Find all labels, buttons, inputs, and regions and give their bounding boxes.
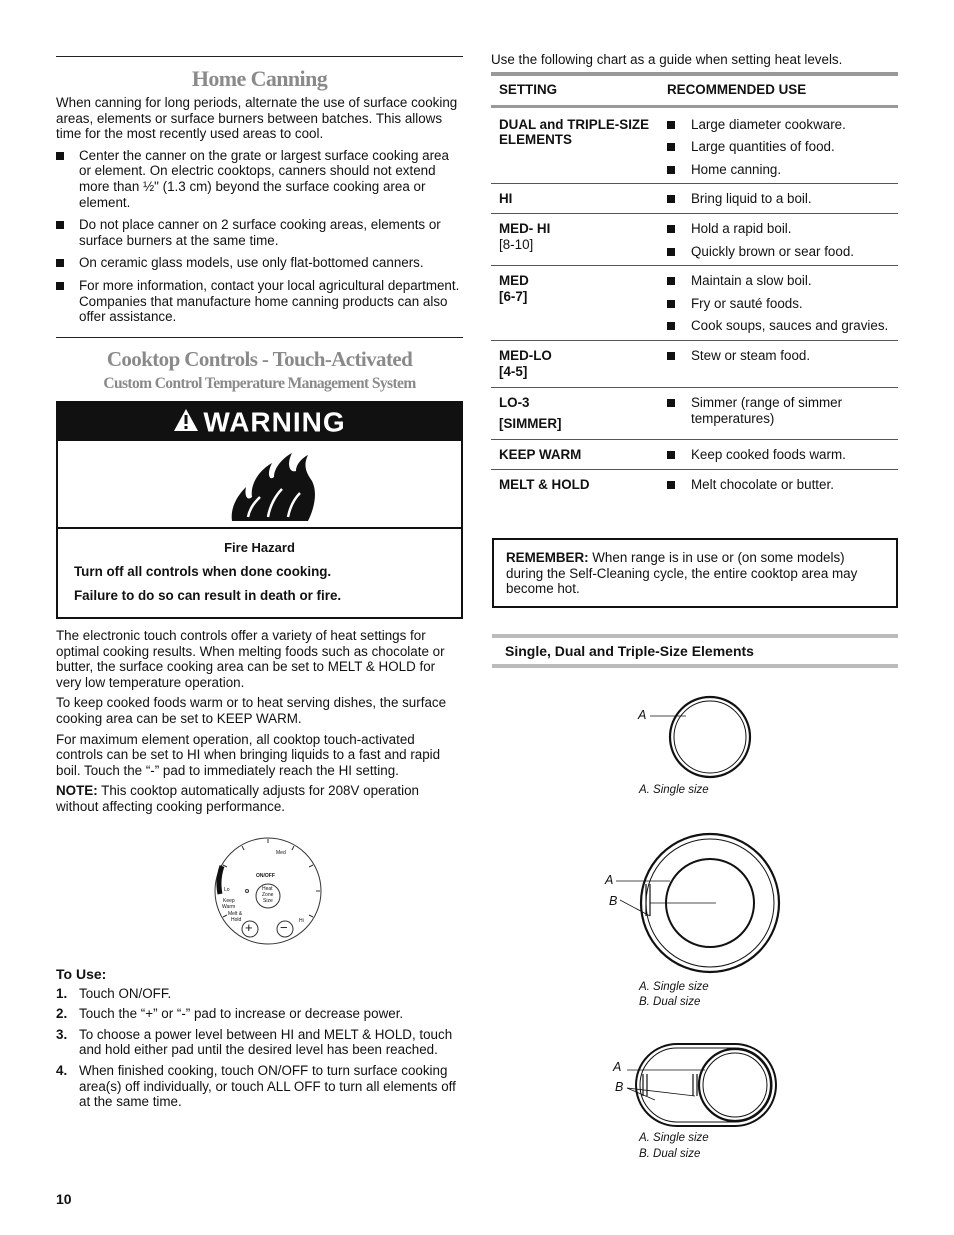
dial-hi-label: Hi [299, 918, 304, 924]
fig2-caption-b: B. Dual size [639, 996, 701, 1008]
paragraph: For maximum element operation, all cooktop touch-activated controls can be set to HI when bringing liquids to a fast and rapid boil. Touch the “-” pad to immediately reach the HI setting. [56, 731, 441, 778]
table-row: MED [6-7] Maintain a slow boil. Fry or sauté foods. Cook soups, sauces and gravies. [491, 266, 898, 341]
triple-element-diagram [605, 1040, 805, 1135]
table-row: MELT & HOLD Melt chocolate or butter. [491, 469, 898, 498]
remember-box [492, 538, 898, 608]
table-row: MED- HI [8-10] Hold a rapid boil. Quickly brown or sear food. [491, 213, 898, 265]
list-item: 4. When finished cooking, touch ON/OFF to turn surface cooking area(s) off individually, or touch ALL OFF to turn all elements off at the same time. [56, 1062, 456, 1110]
table-row: HI Bring liquid to a boil. [491, 184, 898, 214]
remember-label: REMEMBER: [506, 550, 589, 565]
warning-line-2: Failure to do so can result in death or fire. [74, 588, 342, 603]
table-header-use: RECOMMENDED USE [659, 76, 898, 106]
cooktop-controls-title: Cooktop Controls - Touch-Activated [106, 347, 413, 371]
fig2-label-b: B [609, 894, 618, 908]
dial-hold-label: Hold [231, 917, 242, 923]
list-item: 3. To choose a power level between HI and MELT & HOLD, touch and hold either pad until the desired level has been reached. [56, 1026, 453, 1058]
fig3-caption-b: B. Dual size [639, 1148, 701, 1160]
to-use-title: To Use: [56, 966, 107, 982]
dial-zone-label: Zone [262, 892, 274, 898]
elements-heading: Single, Dual and Triple-Size Elements [505, 643, 754, 659]
warning-box [56, 401, 463, 619]
fire-icon-panel [58, 441, 461, 529]
dial-melt-label: Melt & [228, 911, 243, 917]
dual-element-diagram [600, 832, 800, 982]
cooktop-controls-subtitle: Custom Control Temperature Management System [103, 375, 416, 392]
note-label: NOTE: [56, 783, 98, 799]
table-row: DUAL and TRIPLE-SIZE ELEMENTS Large diameter cookware. Large quantities of food. Home canning. [491, 106, 898, 184]
warning-triangle-icon [173, 405, 199, 441]
home-canning-section [56, 95, 463, 332]
dial-lo-label: Lo [224, 887, 230, 893]
fig1-caption-a: A. Single size [639, 784, 709, 796]
to-use-steps [56, 986, 463, 1110]
warning-line-1: Turn off all controls when done cooking. [74, 564, 332, 579]
page-number: 10 [56, 1191, 72, 1207]
list-item: Do not place canner on 2 surface cooking areas, elements or surface burners at the same time. [56, 217, 463, 248]
warning-title: WARNING [203, 406, 346, 438]
note-text: This cooktop automatically adjusts for 208V operation without affecting cooking performance. [56, 783, 419, 814]
table-row: MED-LO [4-5] Stew or steam food. [491, 340, 898, 387]
dial-size-label: Size [263, 898, 273, 904]
fire-icon [228, 451, 318, 523]
list-item: On ceramic glass models, use only flat-bottomed canners. [56, 255, 463, 271]
paragraph: To keep cooked foods warm or to heat serving dishes, the surface cooking area can be set to KEEP WARM. [56, 695, 447, 726]
elements-heading-box [492, 634, 898, 668]
list-item: For more information, contact your local agricultural department. Companies that manufacture home canning products can also offer assistance. [56, 278, 463, 325]
note-paragraph [56, 783, 463, 814]
remember-text: When range is in use or (on some models) during the Self-Cleaning cycle, the entire cooktop area may become hot. [506, 550, 858, 597]
table-row: LO-3 [SIMMER] Simmer (range of simmer temperatures) [491, 388, 898, 440]
fig3-caption-a: A. Single size [639, 1132, 709, 1144]
paragraph: The electronic touch controls offer a variety of heat settings for optimal cooking results. When melting foods such as chocolate or butter, the surface cooking area can be set to MELT & HOLD for very low temperature operation. [56, 628, 445, 690]
to-use-section [56, 967, 463, 1115]
fig1-label-a: A [638, 708, 647, 722]
home-canning-title: Home Canning [191, 66, 328, 91]
section-rule [56, 337, 463, 338]
table-header-row [491, 76, 898, 106]
dial-heat-label: Heat [262, 886, 273, 892]
triple-element-figure [605, 1040, 805, 1165]
list-item: Center the canner on the grate or largest surface cooking area or element. On electric cooktops, canners should not extend more than ½" (1.3 cm) beyond the surface cooking area or element. [56, 148, 463, 210]
table-header-setting: SETTING [491, 76, 659, 106]
dial-plus-button: + [245, 920, 253, 935]
home-canning-intro: When canning for long periods, alternate the use of surface cooking areas, elements or surface burners between batches. This allows time for the most recently used areas to cool. [56, 95, 458, 142]
dial-minus-button: − [280, 920, 288, 935]
dial-med-label: Med [276, 850, 286, 856]
top-rule-left [56, 56, 463, 57]
table-row: KEEP WARM Keep cooked foods warm. [491, 440, 898, 470]
fig3-label-b: B [615, 1080, 624, 1094]
warning-header [58, 403, 461, 441]
chart-intro: Use the following chart as a guide when setting heat levels. [491, 52, 843, 67]
dial-warm-label: Warm [222, 904, 236, 910]
single-element-figure [630, 690, 790, 800]
fig2-caption-a: A. Single size [639, 981, 709, 993]
dial-on-off-label: ON/OFF [256, 873, 275, 879]
list-item: 2. Touch the “+” or “-” pad to increase or decrease power. [56, 1006, 404, 1022]
controls-body [56, 628, 463, 820]
fig3-label-a: A [613, 1060, 622, 1074]
fig2-label-a: A [605, 873, 614, 887]
fire-hazard-label: Fire Hazard [224, 540, 295, 555]
control-dial-illustration [208, 834, 328, 946]
list-item: 1. Touch ON/OFF. [56, 985, 172, 1001]
dual-element-figure [600, 832, 800, 1012]
home-canning-bullets [56, 148, 463, 325]
heat-settings-table [491, 72, 898, 499]
dial-keep-label: Keep [223, 898, 235, 904]
